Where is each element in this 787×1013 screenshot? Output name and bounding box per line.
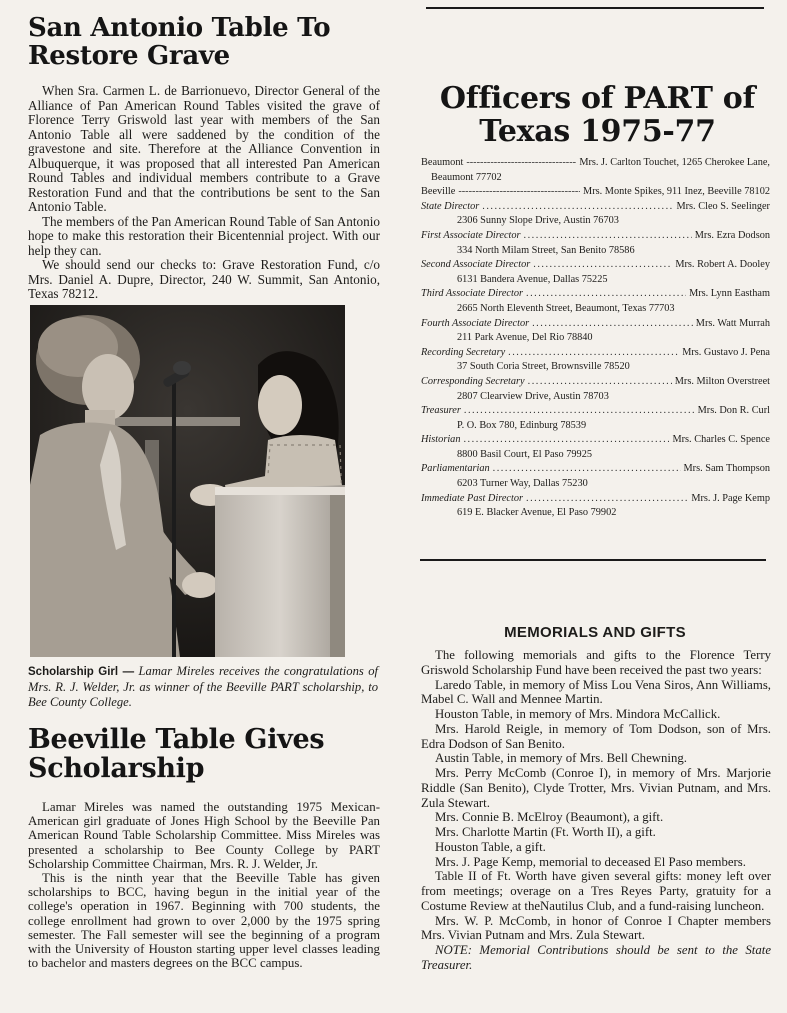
memorial-paragraph: Houston Table, a gift. [435, 839, 546, 854]
officer-address: 211 Park Avenue, Del Rio 78840 [457, 332, 593, 344]
leader-dots [482, 200, 673, 215]
officer-role: State Director [421, 200, 480, 212]
officer-entry [421, 258, 770, 287]
officer-address: 2665 North Eleventh Street, Beaumont, Texas 77703 [457, 302, 675, 314]
officer-name: Mrs. Ezra Dodson [694, 229, 770, 241]
officer-entry [421, 287, 770, 316]
officer-row [421, 229, 770, 244]
officer-name: Mrs. Don R. Curl [697, 405, 770, 417]
officer-row [421, 156, 770, 171]
officer-name: Mrs. Sam Thompson [683, 463, 770, 475]
officer-entry [421, 375, 770, 404]
officer-row [421, 375, 770, 390]
leader-dots [466, 156, 576, 171]
officer-address: 6203 Turner Way, Dallas 75230 [457, 478, 588, 490]
leader-dots [508, 346, 679, 361]
memorial-paragraph: Mrs. J. Page Kemp, memorial to deceased El Paso members. [435, 854, 746, 869]
memorial-paragraph: The following memorials and gifts to the Florence Terry Griswold Scholarship Fund have been received the past two years: [421, 648, 771, 677]
officer-name: Mrs. Charles C. Spence [672, 434, 770, 446]
memorials-body [421, 648, 771, 973]
officer-address: 6131 Bandera Avenue, Dallas 75225 [457, 273, 608, 285]
leader-dots [464, 404, 695, 419]
paragraph: The members of the Pan American Round Table of San Antonio hope to make this restoration their Bicentennial project. With our help they can. [28, 213, 380, 258]
leader-dots [528, 375, 672, 390]
memorial-paragraph: Mrs. W. P. McComb, in honor of Conroe I Chapter members Mrs. Vivian Putnam and Mrs. Zula Stewart. [421, 913, 771, 943]
paragraph: When Sra. Carmen L. de Barrionuevo, Director General of the Alliance of Pan American Round Tables visited the grave of Florence Terry Griswold last year with members of the San Antonio Table all were saddened by the condition of the gravestone and site. Therefore at the Alliance Convention in Albuquerque, it was proposed that all interested Pan American Round Tables and individual members contribute to a Grave Restoration Fund and that the contributions be sent to the San Antonio Table. [28, 83, 380, 214]
officer-entry [421, 156, 770, 185]
memorial-paragraph: Table II of Ft. Worth have given several gifts: money left over from meetings; overage on a Tres Reyes Party, gratuity for a Costume Review at theNautilus Club, and a fund-raising luncheon. [421, 869, 771, 913]
paragraph: We should send our checks to: Grave Restoration Fund, c/o Mrs. Daniel A. Dupre, Director, 240 W. Summit, San Antonio, Texas 78212. [28, 257, 380, 301]
grave-article-body [28, 84, 380, 302]
officers-title: Officers of PART of Texas 1975-77 [439, 81, 756, 149]
officer-address: P. O. Box 780, Edinburg 78539 [457, 419, 587, 431]
officer-role: Second Associate Director [421, 259, 531, 271]
leader-dots [526, 492, 688, 507]
officer-name: Mrs. J. Carlton Touchet, 1265 Cherokee Lane, [579, 157, 770, 168]
officer-address: 619 E. Blacker Avenue, El Paso 79902 [457, 507, 617, 519]
officer-row [421, 258, 770, 273]
memorial-paragraph: Austin Table, in memory of Mrs. Bell Chewning. [435, 751, 687, 766]
officer-row [421, 492, 770, 507]
officer-address: 2807 Clearview Drive, Austin 78703 [457, 390, 609, 402]
officer-role: Recording Secretary [421, 346, 506, 358]
scholarship-article-title: Beeville Table Gives Scholarship [28, 724, 325, 785]
officer-name: Mrs. Monte Spikes, 911 Inez, Beeville 78102 [583, 186, 770, 198]
officer-row [421, 287, 770, 302]
officer-role: Parliamentarian [421, 463, 490, 475]
officer-name: Mrs. J. Page Kemp [691, 492, 770, 504]
officer-address: 2306 Sunny Slope Drive, Austin 76703 [457, 215, 619, 227]
officer-role: First Associate Director [421, 229, 521, 241]
caption-text: Lamar Mireles receives the congratulations of Mrs. R. J. Welder, Jr. as winner of the Beeville PART scholarship, to Bee County College. [28, 664, 378, 709]
caption-lead: Scholarship Girl — [28, 666, 135, 678]
officer-role: Fourth Associate Director [421, 317, 530, 329]
photo-illustration [30, 305, 345, 657]
grave-article-title: San Antonio Table To Restore Grave [28, 13, 331, 72]
memorial-paragraph: Laredo Table, in memory of Miss Lou Vena Siros, Ann Williams, Mabel C. Wall and Mennee Martin. [421, 677, 771, 707]
officer-entry [421, 492, 770, 521]
officer-name: Mrs. Robert A. Dooley [675, 259, 770, 271]
officer-address: Beaumont 77702 [431, 171, 502, 183]
officer-address: 8800 Basil Court, El Paso 79925 [457, 448, 593, 460]
paragraph: This is the ninth year that the Beeville Table has given scholarships to BCC, having begun in the initial year of the college's operation in 1967. Beginning with 700 students, the college enrollment had grown to over 2,000 by the 1975 spring semester. The Fall semester will see the beginning of a program with the University of Houston starting upper level classes leading to bachelor and masters degrees on the BCC campus. [28, 871, 380, 971]
officer-entry [421, 200, 770, 229]
leader-dots [463, 433, 669, 448]
officer-entry [421, 317, 770, 346]
leader-dots [524, 229, 692, 244]
leader-dots [526, 287, 686, 302]
officer-row [421, 200, 770, 215]
officer-row [421, 317, 770, 332]
officer-address: 37 South Coria Street, Brownsville 78520 [457, 361, 630, 373]
officers-list [421, 156, 770, 521]
memorial-paragraph: Houston Table, in memory of Mrs. Mindora McCallick. [435, 707, 721, 721]
officer-entry [421, 229, 770, 258]
officer-row [421, 346, 770, 361]
memorial-paragraph: Mrs. Perry McComb (Conroe I), in memory of Mrs. Marjorie Riddle (San Benito), Clyde Trotter, Mrs. Vivian Putnam, and Mrs. Zula Stewart. [421, 766, 771, 810]
memorial-note: NOTE: Memorial Contributions should be sent to the State Treasurer. [421, 943, 771, 972]
officer-name: Mrs. Gustavo J. Pena [682, 346, 770, 358]
officer-entry [421, 346, 770, 375]
memorial-paragraph: Mrs. Connie B. McElroy (Beaumont), a gift. [435, 810, 664, 825]
officer-role: Beaumont [421, 157, 464, 168]
scholarship-photo [30, 305, 345, 657]
officer-role: Treasurer [421, 405, 461, 417]
leader-dots [458, 185, 580, 200]
officer-entry [421, 404, 770, 433]
officer-role: Corresponding Secretary [421, 375, 525, 387]
officer-row [421, 404, 770, 419]
officer-role: Third Associate Director [421, 288, 524, 300]
officer-role: Historian [421, 434, 461, 446]
memorial-paragraph: Mrs. Charlotte Martin (Ft. Worth II), a gift. [435, 825, 656, 839]
officer-name: Mrs. Watt Murrah [695, 317, 770, 329]
officer-row [421, 462, 770, 477]
scholarship-article-body [28, 800, 380, 970]
officer-entry [421, 185, 770, 200]
photo-caption [28, 664, 378, 710]
top-divider [426, 7, 764, 9]
officer-name: Mrs. Cleo S. Seelinger [676, 200, 770, 212]
paragraph: Lamar Mireles was named the outstanding 1975 Mexican-American girl graduate of Jones High School by the Beeville Pan American Round Table Scholarship Committee. Miss Mireles was presented a scholarship to Bee County College by PART Scholarship Committee Chairman, Mrs. R. J. Welder, Jr. [28, 800, 380, 871]
memorials-title: MEMORIALS AND GIFTS [504, 624, 686, 641]
section-divider [420, 559, 766, 561]
officer-row [421, 185, 770, 200]
officer-name: Mrs. Lynn Eastham [689, 288, 770, 300]
officer-row [421, 433, 770, 448]
leader-dots [532, 317, 693, 332]
leader-dots [533, 258, 672, 273]
officer-entry [421, 462, 770, 491]
leader-dots [493, 462, 681, 477]
officer-entry [421, 433, 770, 462]
officer-name: Mrs. Milton Overstreet [674, 375, 770, 387]
officer-address: 334 North Milam Street, San Benito 78586 [457, 244, 635, 256]
officer-role: Beeville [421, 186, 456, 198]
officer-role: Immediate Past Director [421, 492, 523, 504]
memorial-paragraph: Mrs. Harold Reigle, in memory of Tom Dodson, son of Mrs. Edra Dodson of San Benito. [421, 721, 771, 751]
